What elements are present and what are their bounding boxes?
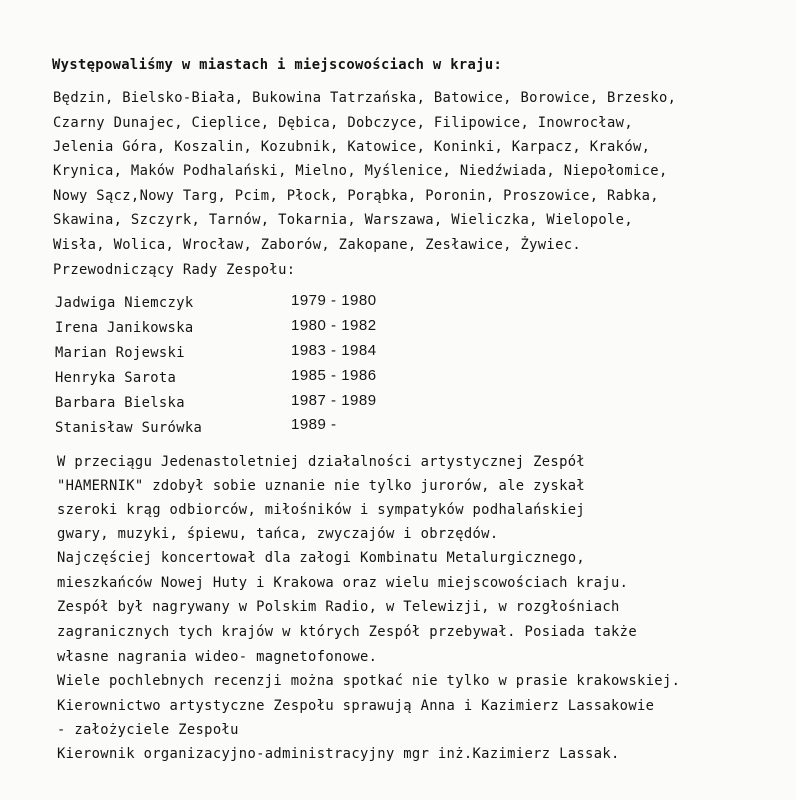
body-line: "HAMERNIK" zdobył sobie uznanie nie tylko jurorów, ale zyskał [57, 478, 586, 494]
places-heading: Występowaliśmy w miastach i miejscowościach w kraju: [52, 57, 503, 73]
places-line: Skawina, Szczyrk, Tarnów, Tokarnia, Warszawa, Wieliczka, Wielopole, [53, 212, 633, 228]
chair-name: Jadwiga Niemczyk [55, 295, 194, 311]
places-line: Jelenia Góra, Koszalin, Kozubnik, Katowice, Koninki, Karpacz, Kraków, [53, 139, 651, 155]
body-line: zagranicznych tych krajów w których Zespół przebywał. Posiada także [57, 624, 637, 640]
body-line: Wiele pochlebnych recenzji można spotkać nie tylko w prasie krakowskiej. [57, 673, 681, 689]
body-line: - założyciele Zespołu [57, 722, 239, 738]
chair-name: Marian Rojewski [55, 345, 185, 361]
body-line: własne nagrania wideo- magnetofonowe. [57, 649, 378, 665]
body-line: mieszkańców Nowej Huty i Krakowa oraz wielu miejscowościach kraju. [57, 575, 629, 591]
body-line: Kierownik organizacyjno-administracyjny mgr inż.Kazimierz Lassak. [57, 746, 620, 762]
body-line: Najczęściej koncertował dla załogi Kombinatu Metalurgicznego, [57, 550, 586, 566]
places-line: Będzin, Bielsko-Biała, Bukowina Tatrzańska, Batowice, Borowice, Brzesko, [53, 90, 677, 106]
chair-name: Irena Janikowska [55, 320, 194, 336]
chair-name: Henryka Sarota [55, 370, 177, 386]
chair-years: 1989 - [291, 416, 337, 433]
chair-years: 1979 - 1980 [291, 292, 377, 309]
places-line: Krynica, Maków Podhalański, Mielno, Myślenice, Niedźwiada, Niepołomice, [53, 163, 668, 179]
chair-years: 1987 - 1989 [291, 392, 377, 409]
chair-name: Stanisław Surówka [55, 420, 203, 436]
body-line: szeroki krąg odbiorców, miłośników i sympatyków podhalańskiej [57, 502, 586, 518]
body-line: Zespół był nagrywany w Polskim Radio, w Telewizji, w rozgłośniach [57, 599, 620, 615]
body-line: Kierownictwo artystyczne Zespołu sprawują Anna i Kazimierz Lassakowie [57, 698, 655, 714]
chairs-heading: Przewodniczący Rady Zespołu: [53, 262, 296, 278]
places-line: Nowy Sącz,Nowy Targ, Pcim, Płock, Porąbka, Poronin, Proszowice, Rabka, [53, 188, 659, 204]
chair-years: 1983 - 1984 [291, 342, 377, 359]
body-line: W przeciągu Jedenastoletniej działalności artystycznej Zespół [57, 454, 586, 470]
body-line: gwary, muzyki, śpiewu, tańca, zwyczajów i obrzędów. [57, 526, 499, 542]
chair-years: 1985 - 1986 [291, 367, 377, 384]
places-line: Czarny Dunajec, Cieplice, Dębica, Dobczyce, Filipowice, Inowrocław, [53, 115, 633, 131]
chair-name: Barbara Bielska [55, 395, 185, 411]
chair-years: 1980 - 1982 [291, 317, 377, 334]
places-line: Wisła, Wolica, Wrocław, Zaborów, Zakopane, Zesławice, Żywiec. [53, 237, 582, 253]
